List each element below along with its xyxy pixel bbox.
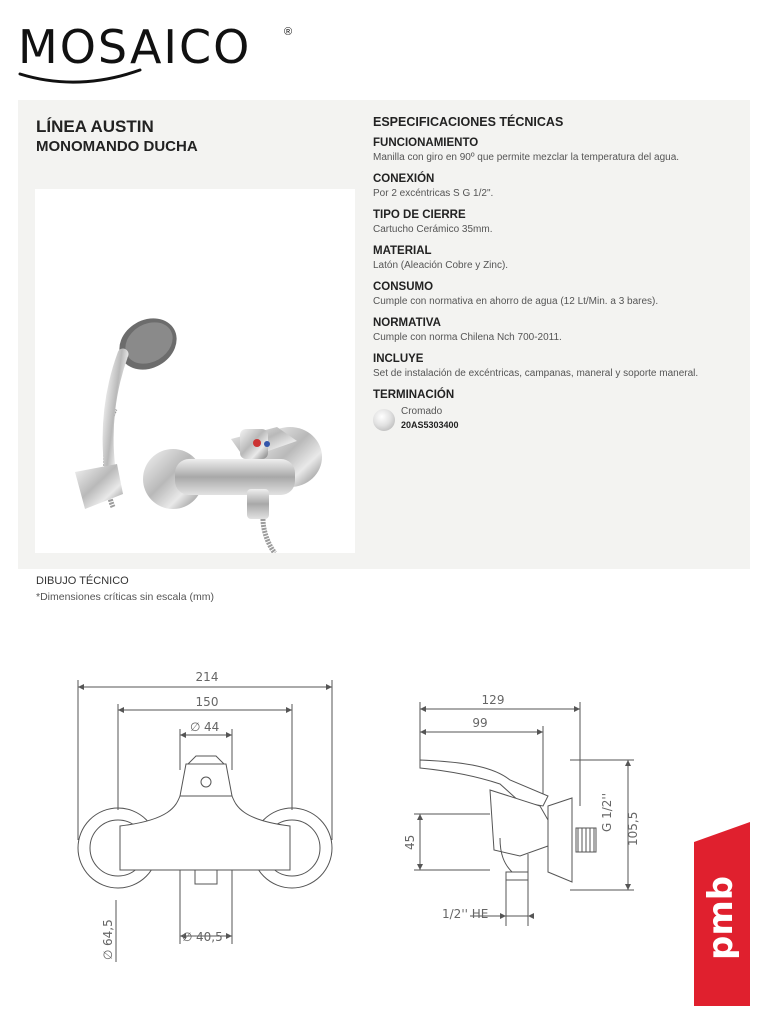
finish-option xyxy=(373,405,751,435)
dim-645: 64,5 xyxy=(101,919,115,946)
technical-drawing xyxy=(0,610,690,1010)
diameter-symbol-icon: ∅ xyxy=(190,720,201,734)
spec-label: MATERIAL xyxy=(373,245,432,257)
pmb-logo-text: pmb xyxy=(701,875,741,960)
finish-code: 20AS5303400 xyxy=(401,420,459,430)
dim-45: 45 xyxy=(403,834,417,850)
finish-name: Cromado xyxy=(401,406,443,417)
dim-99: 99 xyxy=(472,716,488,730)
logo-swoosh-icon xyxy=(18,64,143,88)
spec-value: Latón (Aleación Cobre y Zinc). xyxy=(373,260,509,271)
pmb-badge xyxy=(694,822,750,1006)
specs-title: ESPECIFICACIONES TÉCNICAS xyxy=(373,115,564,129)
dim-44: 44 xyxy=(204,720,220,734)
product-photo xyxy=(35,189,355,553)
diameter-symbol-icon: ∅ xyxy=(182,930,193,944)
spec-label: CONEXIÓN xyxy=(373,173,435,185)
dim-405: 40,5 xyxy=(196,930,223,944)
dim-150: 150 xyxy=(195,695,219,709)
spec-value: Cartucho Cerámico 35mm. xyxy=(373,224,493,235)
product-model: MONOMANDO DUCHA xyxy=(36,138,198,155)
product-line: LÍNEA AUSTIN xyxy=(36,117,154,136)
dim-he: 1/2'' HE xyxy=(442,907,489,921)
spec-label: CONSUMO xyxy=(373,281,434,293)
dim-1055: 105,5 xyxy=(626,811,640,846)
dim-214: 214 xyxy=(195,670,219,684)
brand-name: MOSAICO xyxy=(18,20,252,74)
registered-mark: ® xyxy=(284,26,293,38)
brand-logo xyxy=(18,20,293,74)
shower-mixer-photo-icon xyxy=(35,189,355,553)
dim-thread: G 1/2'' xyxy=(600,792,614,832)
spec-label: TIPO DE CIERRE xyxy=(373,209,466,221)
spec-value: Cumple con norma Chilena Nch 700-2011. xyxy=(373,332,562,343)
finish-label: TERMINACIÓN xyxy=(373,389,455,401)
spec-value: Manilla con giro en 90º que permite mezclar la temperatura del agua. xyxy=(373,152,680,163)
spec-value: Cumple con normativa en ahorro de agua (12 Lt/Min. a 3 bares). xyxy=(373,296,659,307)
chrome-swatch-icon xyxy=(373,409,395,431)
spec-value: Por 2 excéntricas S G 1/2". xyxy=(373,188,494,199)
dim-129: 129 xyxy=(481,693,505,707)
technical-drawing-subtitle: *Dimensiones críticas sin escala (mm) xyxy=(36,591,214,603)
technical-drawing-title: DIBUJO TÉCNICO xyxy=(36,575,129,587)
specifications xyxy=(373,115,751,435)
spec-value: Set de instalación de excéntricas, campanas, maneral y soporte maneral. xyxy=(373,368,699,379)
diameter-symbol-icon: ∅ xyxy=(101,949,115,960)
spec-label: FUNCIONAMIENTO xyxy=(373,137,479,149)
product-title xyxy=(36,116,198,156)
spec-label: INCLUYE xyxy=(373,353,424,365)
spec-label: NORMATIVA xyxy=(373,317,441,329)
